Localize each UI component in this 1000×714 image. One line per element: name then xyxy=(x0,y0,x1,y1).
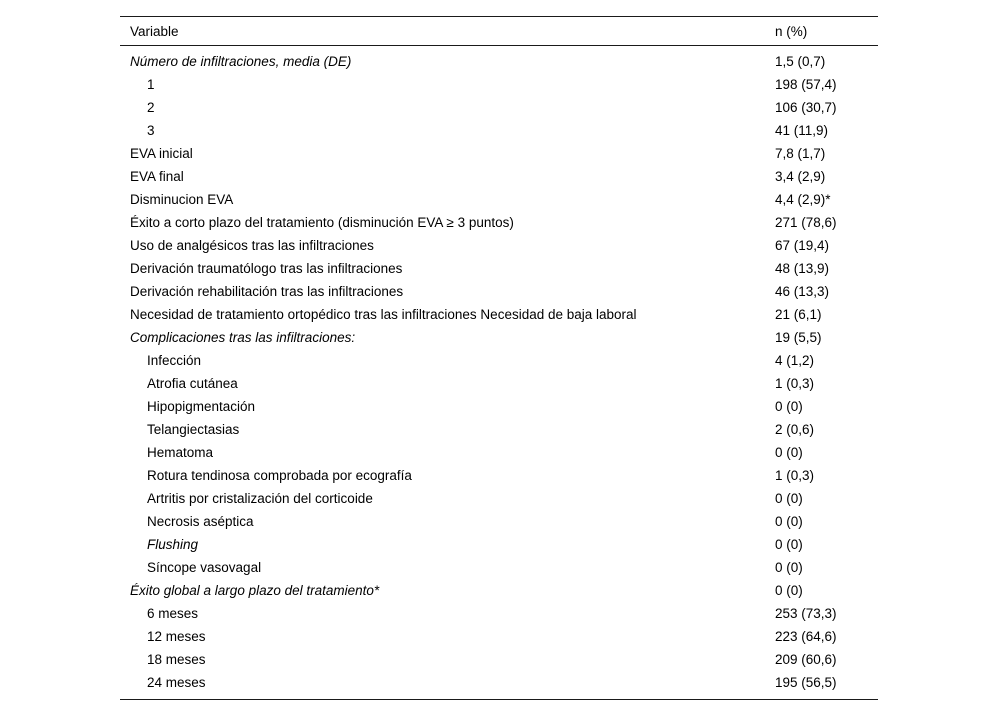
results-table xyxy=(120,16,878,700)
table-row xyxy=(120,372,878,395)
row-value: 67 (19,4) xyxy=(775,238,830,253)
row-label: EVA final xyxy=(130,169,184,184)
row-label: Número de infiltraciones, media (DE) xyxy=(130,54,352,69)
row-label: 3 xyxy=(147,123,155,138)
row-label: Telangiectasias xyxy=(147,422,240,437)
row-label: 24 meses xyxy=(147,675,206,690)
table-row xyxy=(120,211,878,234)
row-label: Artritis por cristalización del corticoide xyxy=(147,491,373,506)
row-label: Infección xyxy=(147,353,202,368)
row-value: 271 (78,6) xyxy=(775,215,837,230)
row-value: 7,8 (1,7) xyxy=(775,146,826,161)
row-label: 18 meses xyxy=(147,652,206,667)
row-label: Derivación traumatólogo tras las infiltraciones xyxy=(130,261,403,276)
table-row xyxy=(120,487,878,510)
table-row xyxy=(120,326,878,349)
table-row xyxy=(120,303,878,326)
table-row xyxy=(120,142,878,165)
table-row xyxy=(120,625,878,648)
row-value: 209 (60,6) xyxy=(775,652,837,667)
row-value: 0 (0) xyxy=(775,583,803,598)
row-label: Atrofia cutánea xyxy=(147,376,238,391)
table-row xyxy=(120,188,878,211)
row-label: Derivación rehabilitación tras las infiltraciones xyxy=(130,284,404,299)
row-value: 48 (13,9) xyxy=(775,261,830,276)
row-label: Síncope vasovagal xyxy=(147,560,262,575)
table-row xyxy=(120,165,878,188)
table-row xyxy=(120,119,878,142)
row-value: 3,4 (2,9) xyxy=(775,169,826,184)
row-value: 19 (5,5) xyxy=(775,330,822,345)
table-row xyxy=(120,96,878,119)
table-header xyxy=(120,17,878,46)
table-row xyxy=(120,280,878,303)
row-label: Éxito a corto plazo del tratamiento (disminución EVA ≥ 3 puntos) xyxy=(130,215,514,230)
table-row xyxy=(120,648,878,671)
row-label: 1 xyxy=(147,77,155,92)
table-row xyxy=(120,395,878,418)
row-label: Disminucion EVA xyxy=(130,192,234,207)
table-row xyxy=(120,349,878,372)
table-row xyxy=(120,46,878,74)
row-value: 0 (0) xyxy=(775,399,803,414)
row-label: 6 meses xyxy=(147,606,199,621)
row-label: Necesidad de tratamiento ortopédico tras las infiltraciones Necesidad de baja laboral xyxy=(130,307,637,322)
row-value: 21 (6,1) xyxy=(775,307,822,322)
row-label: EVA inicial xyxy=(130,146,193,161)
table-row xyxy=(120,510,878,533)
table-row xyxy=(120,671,878,700)
row-value: 0 (0) xyxy=(775,560,803,575)
row-value: 0 (0) xyxy=(775,491,803,506)
row-label: Éxito global a largo plazo del tratamiento* xyxy=(130,583,380,598)
row-value: 0 (0) xyxy=(775,537,803,552)
row-value: 253 (73,3) xyxy=(775,606,837,621)
row-value: 198 (57,4) xyxy=(775,77,837,92)
table-row xyxy=(120,556,878,579)
table-row xyxy=(120,441,878,464)
row-value: 41 (11,9) xyxy=(775,123,829,138)
row-value: 4 (1,2) xyxy=(775,353,815,368)
table-row xyxy=(120,73,878,96)
table-row xyxy=(120,257,878,280)
row-value: 1,5 (0,7) xyxy=(775,54,826,69)
row-label: Necrosis aséptica xyxy=(147,514,254,529)
row-value: 0 (0) xyxy=(775,514,803,529)
row-value: 1 (0,3) xyxy=(775,376,815,391)
table-body xyxy=(120,46,878,700)
row-value: 46 (13,3) xyxy=(775,284,830,299)
table-row xyxy=(120,533,878,556)
row-value: 223 (64,6) xyxy=(775,629,837,644)
row-value: 106 (30,7) xyxy=(775,100,837,115)
row-value: 195 (56,5) xyxy=(775,675,837,690)
header-cell-variable: Variable xyxy=(130,23,179,39)
row-label: Complicaciones tras las infiltraciones: xyxy=(130,330,356,345)
table-row xyxy=(120,418,878,441)
results-table-container xyxy=(120,16,878,700)
table-row xyxy=(120,579,878,602)
table-row xyxy=(120,464,878,487)
row-label: 12 meses xyxy=(147,629,206,644)
row-value: 4,4 (2,9)* xyxy=(775,192,831,207)
table-row xyxy=(120,234,878,257)
table-row xyxy=(120,602,878,625)
row-label: Flushing xyxy=(147,537,199,552)
header-cell-n-pct: n (%) xyxy=(775,23,808,39)
row-value: 1 (0,3) xyxy=(775,468,815,483)
row-value: 2 (0,6) xyxy=(775,422,815,437)
row-label: Hematoma xyxy=(147,445,214,460)
row-label: 2 xyxy=(147,100,155,115)
header-row xyxy=(120,17,878,46)
row-label: Uso de analgésicos tras las infiltraciones xyxy=(130,238,374,253)
row-value: 0 (0) xyxy=(775,445,803,460)
row-label: Rotura tendinosa comprobada por ecografía xyxy=(147,468,412,483)
row-label: Hipopigmentación xyxy=(147,399,256,414)
